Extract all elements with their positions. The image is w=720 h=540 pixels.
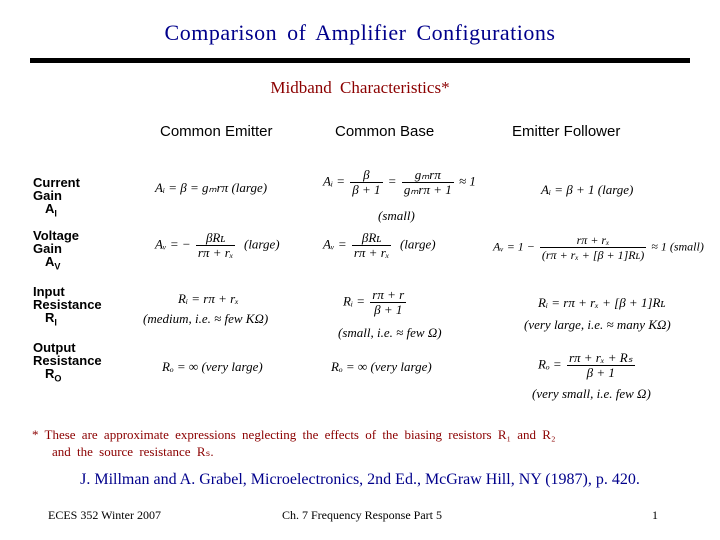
footnote-line-1: * These are approximate expressions neglecting the effects of the biasing resistors R₁ and R₂ — [32, 427, 556, 442]
ef-output-resistance-note: (very small, i.e. few Ω) — [532, 386, 651, 401]
cb-input-resistance-eq: Rᵢ = $\frac{r\pi + r}{\beta + 1}$ — [343, 287, 405, 317]
row-header-voltage-gain — [33, 229, 79, 274]
row-label-line: Voltage — [33, 228, 79, 243]
cb-voltage-gain-eq: Aᵥ = $\frac{\text{βRʟ}}{\text{rπ + rₓ}}$ (large) — [323, 230, 436, 260]
column-header-common-emitter: Common Emitter — [160, 123, 273, 140]
slide-title: Comparison of Amplifier Configurations — [164, 20, 556, 45]
footnote — [32, 426, 556, 460]
row-label-line: Input — [33, 284, 65, 299]
title-divider — [30, 58, 690, 63]
ef-input-resistance-note: (very large, i.e. ≈ many KΩ) — [524, 317, 671, 332]
ef-output-resistance-eq: Rₒ = $\frac{\text{rπ + rₓ + Rₛ}}{\beta + 1}$ — [538, 350, 633, 380]
row-label-line: Current — [33, 175, 80, 190]
ef-input-resistance-eq: Rᵢ = rπ + rₓ + [β + 1]Rʟ — [538, 295, 666, 310]
footnote-line-2: and the source resistance Rₛ. — [52, 444, 214, 459]
ce-output-resistance-eq: Rₒ = ∞ (very large) — [162, 359, 263, 374]
row-label-line: Resistance — [33, 297, 102, 312]
ef-current-gain-eq: Aᵢ = β + 1 (large) — [541, 182, 634, 197]
cb-input-resistance-note: (small, i.e. ≈ few Ω) — [338, 325, 442, 340]
ce-input-resistance-eq: Rᵢ = rπ + rₓ — [178, 291, 239, 306]
cb-output-resistance-eq: Rₒ = ∞ (very large) — [331, 359, 432, 374]
row-header-output-resistance — [33, 341, 102, 386]
row-symbol: $A_V$ — [45, 254, 61, 272]
footer-chapter: Ch. 7 Frequency Response Part 5 — [282, 508, 442, 522]
row-symbol: $A_I$ — [45, 201, 57, 219]
ce-input-resistance-note: (medium, i.e. ≈ few KΩ) — [143, 311, 269, 326]
row-label-line: Gain — [33, 188, 62, 203]
row-header-input-resistance — [33, 285, 102, 330]
ef-voltage-gain-eq: Aᵥ = 1 − $\frac{\text{rπ + rₓ}}{\text{(rπ + rₓ + [β + 1]Rʟ)}}$ ≈ 1 (small) — [493, 233, 704, 262]
cb-current-gain-note: (small) — [378, 208, 415, 223]
row-label-line: Gain — [33, 241, 62, 256]
row-symbol: $R_I$ — [45, 310, 57, 328]
row-label-line: Output — [33, 340, 76, 355]
page-number: 1 — [652, 508, 658, 522]
citation: J. Millman and A. Grabel, Microelectronics, 2nd Ed., McGraw Hill, NY (1987), p. 420. — [80, 471, 640, 488]
ce-voltage-gain-eq: Aᵥ = − $\frac{\text{βRʟ}}{\text{rπ + rₓ}}$ (large) — [155, 230, 280, 260]
column-header-common-base: Common Base — [335, 123, 435, 140]
footer-course: ECES 352 Winter 2007 — [48, 508, 161, 522]
ce-current-gain-eq: Aᵢ = β = gₘrπ (large) — [155, 180, 268, 195]
cb-current-gain-eq: Aᵢ = $\frac{\beta}{\beta + 1}$ = $\frac{\text{gₘrπ}}{\text{gₘrπ + 1}}$ ≈ 1 — [323, 167, 476, 197]
slide-subtitle: Midband Characteristics* — [270, 78, 450, 97]
row-symbol: $R_O$ — [45, 366, 62, 384]
column-header-emitter-follower: Emitter Follower — [512, 123, 621, 140]
row-label-line: Resistance — [33, 353, 102, 368]
row-header-current-gain — [33, 176, 80, 221]
